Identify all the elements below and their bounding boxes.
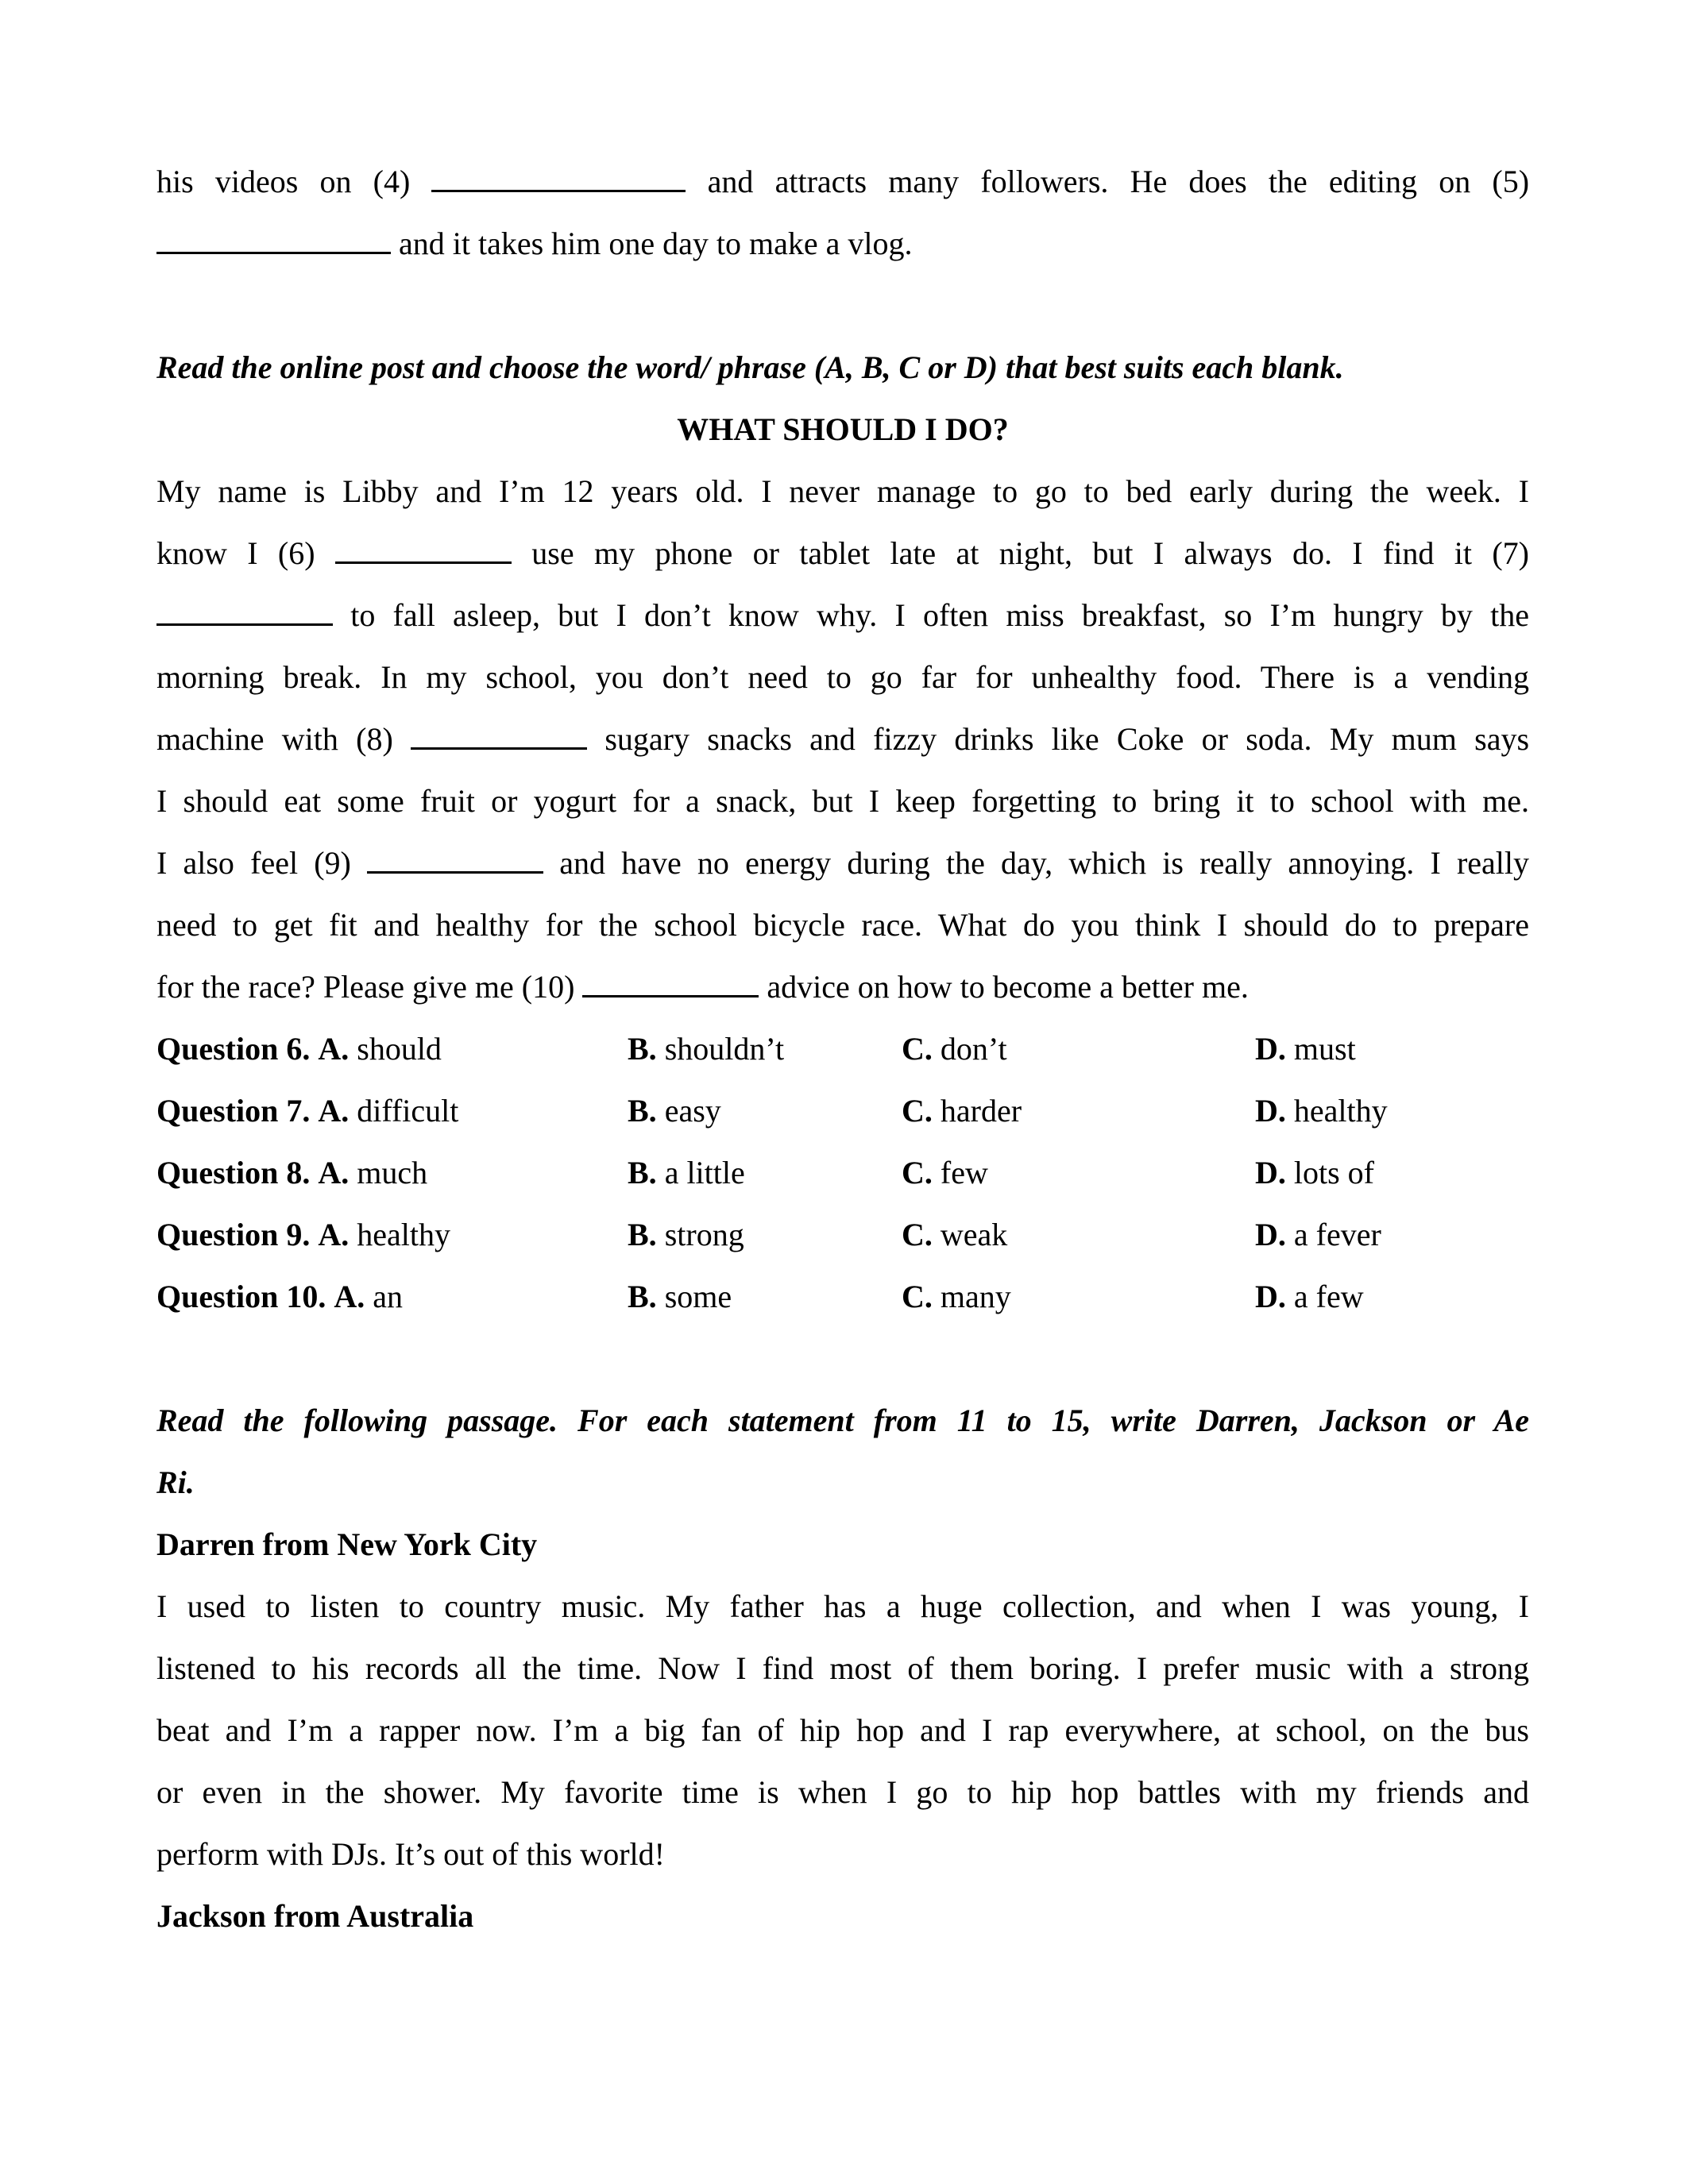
post-line [156, 708, 1529, 770]
option-b [628, 1266, 732, 1328]
text-segment: advice on how to become a better me. [767, 969, 1249, 1005]
option-text: must [1293, 1031, 1356, 1067]
post-line: I should eat some fruit or yogurt for a snack, but I keep forgetting to bring it to school with me. [156, 783, 1529, 819]
text-segment: for the race? Please give me (10) [156, 969, 575, 1005]
option-a [156, 1080, 458, 1142]
option-text: don’t [940, 1031, 1007, 1067]
passage-line: or even in the shower. My favorite time is when I go to hip hop battles with my friends and [156, 1774, 1529, 1810]
option-text: some [664, 1279, 732, 1314]
option-text: a fever [1293, 1217, 1381, 1252]
option-letter: D. [1255, 1031, 1286, 1067]
passage-line [156, 213, 1529, 275]
option-c [902, 1204, 1007, 1266]
option-text: few [940, 1155, 988, 1190]
option-c [902, 1266, 1011, 1328]
option-letter: D. [1255, 1279, 1286, 1314]
option-b [628, 1142, 745, 1204]
post-line [156, 585, 1529, 646]
question-label: Question 8. [156, 1155, 311, 1190]
post-line [156, 523, 1529, 585]
option-a [156, 1018, 442, 1080]
person-heading-jackson: Jackson from Australia [156, 1898, 474, 1934]
post-title: WHAT SHOULD I DO? [677, 411, 1009, 447]
option-letter: A. [318, 1093, 350, 1129]
answer-blank-6 [335, 538, 512, 564]
option-text: strong [664, 1217, 744, 1252]
answer-blank-4 [431, 166, 686, 192]
post-line [156, 832, 1529, 894]
person-heading-darren: Darren from New York City [156, 1526, 538, 1562]
passage-line: perform with DJs. It’s out of this world! [156, 1836, 665, 1872]
document-page [156, 151, 1529, 1947]
answer-blank-9 [367, 847, 543, 874]
option-text: harder [940, 1093, 1022, 1129]
question-label: Question 6. [156, 1031, 311, 1067]
text-segment: I also feel (9) [156, 845, 351, 881]
option-letter: C. [902, 1031, 933, 1067]
spacer [156, 1328, 1529, 1390]
post-line: need to get fit and healthy for the school bicycle race. What do you think I should do to prepare [156, 907, 1529, 943]
question-label: Question 7. [156, 1093, 311, 1129]
passage-line [156, 151, 1529, 213]
option-text: easy [664, 1093, 721, 1129]
option-letter: B. [628, 1093, 657, 1129]
text-segment: and it takes him one day to make a vlog. [399, 226, 913, 261]
passage-line: listened to his records all the time. Now I find most of them boring. I prefer music with a strong [156, 1650, 1529, 1686]
option-letter: B. [628, 1031, 657, 1067]
text-segment: and have no energy during the day, which is really annoying. I really [559, 845, 1530, 881]
option-text: an [373, 1279, 404, 1314]
question-row [156, 1266, 1529, 1328]
option-letter: B. [628, 1217, 657, 1252]
section-instruction: Read the online post and choose the word/ phrase (A, B, C or D) that best suits each blank. [156, 349, 1344, 385]
text-segment: machine with (8) [156, 721, 393, 757]
option-b [628, 1018, 784, 1080]
option-letter: A. [318, 1217, 350, 1252]
option-text: shouldn’t [664, 1031, 785, 1067]
post-line [156, 956, 1529, 1018]
option-text: should [357, 1031, 442, 1067]
text-segment: and attracts many followers. He does the editing on (5) [707, 164, 1530, 199]
question-label: Question 10. [156, 1279, 326, 1314]
question-row [156, 1204, 1529, 1266]
option-a [156, 1142, 427, 1204]
option-d [1255, 1080, 1388, 1142]
option-letter: D. [1255, 1093, 1286, 1129]
spacer [156, 275, 1529, 337]
section-instruction-continued: Ri. [156, 1464, 195, 1500]
answer-blank-5 [156, 228, 391, 254]
option-d [1255, 1204, 1381, 1266]
question-row [156, 1018, 1529, 1080]
text-segment: use my phone or tablet late at night, but I always do. I find it (7) [531, 535, 1529, 571]
option-letter: C. [902, 1155, 933, 1190]
answer-blank-10 [582, 971, 759, 997]
option-b [628, 1080, 721, 1142]
option-a [156, 1266, 403, 1328]
option-a [156, 1204, 450, 1266]
option-letter: D. [1255, 1217, 1286, 1252]
option-d [1255, 1142, 1374, 1204]
option-letter: C. [902, 1217, 933, 1252]
option-c [902, 1142, 988, 1204]
question-row [156, 1142, 1529, 1204]
option-text: healthy [357, 1217, 450, 1252]
text-segment: his videos on (4) [156, 164, 411, 199]
answer-blank-7 [156, 600, 333, 626]
option-text: healthy [1293, 1093, 1388, 1129]
option-text: a little [664, 1155, 745, 1190]
section-instruction: Read the following passage. For each statement from 11 to 15, write Darren, Jackson or Ae [156, 1403, 1529, 1438]
option-letter: B. [628, 1279, 657, 1314]
text-segment: sugary snacks and fizzy drinks like Coke or soda. My mum says [605, 721, 1530, 757]
option-letter: A. [334, 1279, 365, 1314]
question-row [156, 1080, 1529, 1142]
option-letter: D. [1255, 1155, 1286, 1190]
option-letter: C. [902, 1093, 933, 1129]
option-text: many [940, 1279, 1011, 1314]
text-segment: know I (6) [156, 535, 315, 571]
option-text: weak [940, 1217, 1008, 1252]
post-line: My name is Libby and I’m 12 years old. I never manage to go to bed early during the week. I [156, 473, 1529, 509]
question-label: Question 9. [156, 1217, 311, 1252]
option-letter: B. [628, 1155, 657, 1190]
option-c [902, 1080, 1022, 1142]
option-d [1255, 1266, 1364, 1328]
answer-blank-8 [411, 723, 587, 750]
option-text: lots of [1293, 1155, 1375, 1190]
option-text: much [357, 1155, 428, 1190]
option-letter: A. [318, 1031, 350, 1067]
option-b [628, 1204, 744, 1266]
option-letter: A. [318, 1155, 350, 1190]
post-line: morning break. In my school, you don’t need to go far for unhealthy food. There is a vending [156, 659, 1529, 695]
option-c [902, 1018, 1007, 1080]
option-d [1255, 1018, 1356, 1080]
passage-line: I used to listen to country music. My father has a huge collection, and when I was young, I [156, 1588, 1529, 1624]
option-text: a few [1293, 1279, 1364, 1314]
question-list [156, 1018, 1529, 1328]
option-letter: C. [902, 1279, 933, 1314]
option-text: difficult [357, 1093, 459, 1129]
passage-line: beat and I’m a rapper now. I’m a big fan of hip hop and I rap everywhere, at school, on the bus [156, 1712, 1529, 1748]
text-segment: to fall asleep, but I don’t know why. I often miss breakfast, so I’m hungry by the [350, 597, 1529, 633]
